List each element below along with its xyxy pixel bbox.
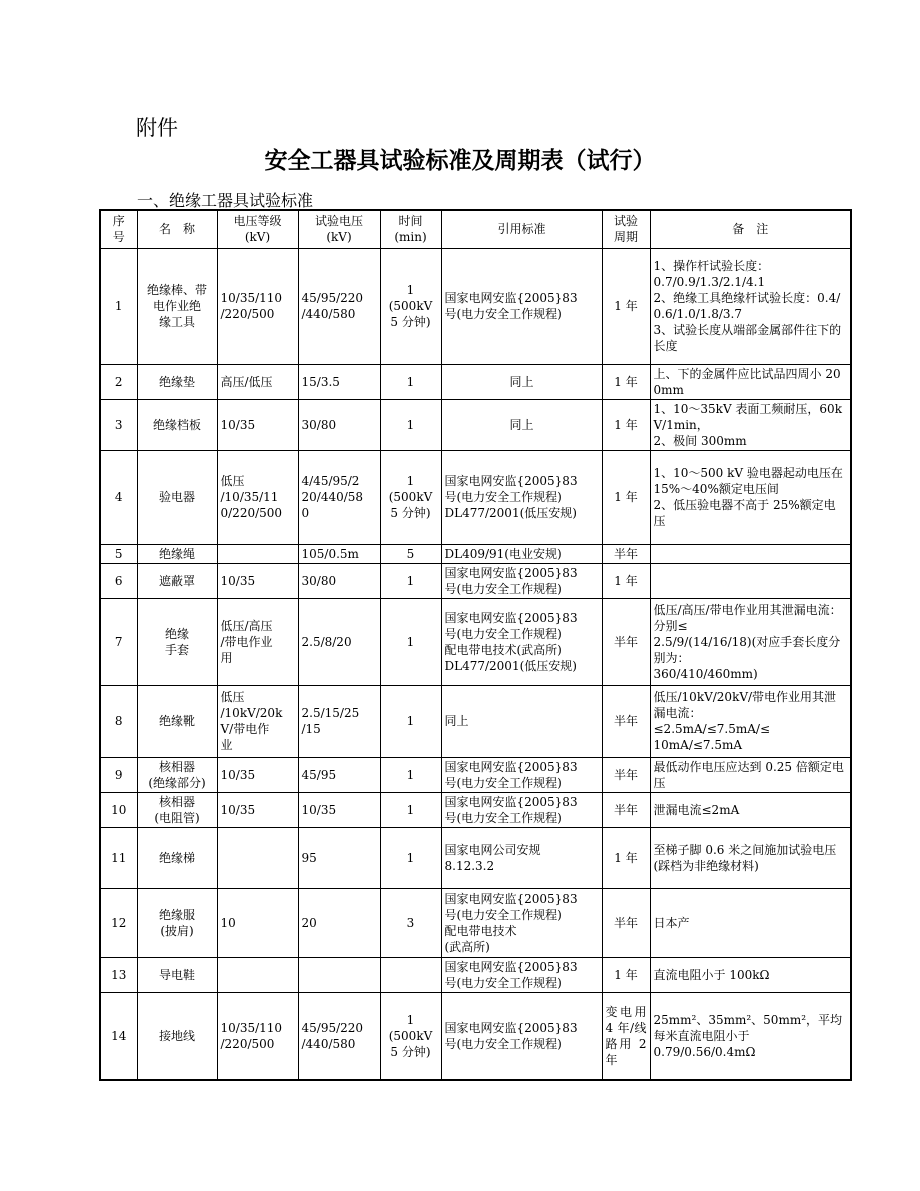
cell-line: 试验 bbox=[613, 214, 638, 229]
cell-line: 4/45/95/2 bbox=[301, 474, 360, 488]
cell-line: 1 bbox=[406, 1012, 415, 1027]
col-no-cell: 12 bbox=[100, 888, 137, 957]
cell-line: 时间 bbox=[398, 214, 423, 229]
col-period-cell bbox=[602, 450, 650, 544]
col-time-cell bbox=[380, 450, 441, 544]
cell-line: 半年 bbox=[613, 767, 638, 782]
col-note-cell bbox=[650, 563, 851, 598]
cell-line: 号 bbox=[112, 230, 125, 245]
col-period-cell bbox=[602, 248, 650, 364]
col-time-cell bbox=[380, 827, 441, 888]
col-standard-cell bbox=[441, 685, 602, 757]
table-row bbox=[100, 399, 851, 450]
cell-line: 1 bbox=[406, 714, 415, 728]
cell-line: 95 bbox=[301, 850, 317, 865]
cell-line: (绝缘部分) bbox=[148, 775, 206, 790]
col-name-cell bbox=[137, 888, 217, 957]
col-test-voltage-cell bbox=[298, 399, 380, 450]
col-no-cell: 1 bbox=[100, 248, 137, 364]
col-time-cell bbox=[380, 957, 441, 992]
cell-line: 试验电压 bbox=[314, 214, 363, 229]
col-standard-cell bbox=[441, 827, 602, 888]
table-header-row bbox=[100, 210, 851, 248]
cell-line: 国家电网安监{2005}83 bbox=[444, 891, 578, 906]
cell-line: 2、低压验电器不高于 25%额定电压 bbox=[653, 498, 836, 528]
cell-line: 变电用 4 年/线路用 2 年 bbox=[605, 1004, 647, 1067]
col-note-cell bbox=[650, 399, 851, 450]
cell-line: 1 bbox=[406, 573, 415, 588]
col-no-cell: 6 bbox=[100, 563, 137, 598]
cell-line: 日本产 bbox=[653, 915, 690, 930]
col-no-cell: 10 bbox=[100, 792, 137, 827]
cell-line: (武高所) bbox=[444, 939, 490, 954]
cell-line: 号(电力安全工作规程) bbox=[444, 307, 562, 321]
col-standard-cell bbox=[441, 992, 602, 1080]
cell-line: 1 bbox=[406, 417, 415, 432]
cell-line: 1 bbox=[406, 634, 415, 649]
cell-line: 序 bbox=[112, 214, 125, 229]
col-note-cell bbox=[650, 888, 851, 957]
cell-line: 20 bbox=[301, 915, 317, 930]
cell-line: 10/35/110 bbox=[220, 1020, 283, 1035]
table-row bbox=[100, 685, 851, 757]
table-row bbox=[100, 544, 851, 563]
cell-line: 10mA/≤7.5mA bbox=[653, 738, 743, 752]
cell-line: 低压 bbox=[220, 690, 245, 704]
cell-line: 周期 bbox=[613, 230, 638, 245]
cell-line: 15/3.5 bbox=[301, 374, 340, 389]
col-note-cell bbox=[650, 757, 851, 792]
cell-line: 号(电力安全工作规程) bbox=[444, 907, 562, 922]
table-row bbox=[100, 792, 851, 827]
cell-line: /220/500 bbox=[220, 1036, 275, 1051]
col-period-cell bbox=[602, 792, 650, 827]
header-col-voltage-level bbox=[217, 210, 298, 248]
col-period-cell bbox=[602, 364, 650, 399]
cell-line: 低压/高压/带电作业用其泄漏电流：分别≤ bbox=[653, 602, 842, 633]
cell-line: 10/35 bbox=[220, 767, 256, 782]
col-standard-cell bbox=[441, 888, 602, 957]
cell-line: (min) bbox=[394, 230, 427, 245]
cell-line: 至梯子脚 0.6 米之间施加试验电压(踩档为非绝缘材料) bbox=[653, 842, 837, 873]
col-test-voltage-cell bbox=[298, 544, 380, 563]
cell-line: 绝缘绳 bbox=[158, 546, 195, 561]
cell-line: 1 年 bbox=[614, 967, 638, 982]
cell-line: 绝缘服 bbox=[158, 907, 195, 922]
table-row bbox=[100, 598, 851, 685]
cell-line: 配电带电技术 bbox=[444, 923, 517, 938]
cell-line: 同上 bbox=[509, 374, 534, 389]
col-period-cell bbox=[602, 827, 650, 888]
cell-line: (500kV bbox=[388, 1028, 433, 1043]
cell-line: 引用标准 bbox=[497, 222, 546, 237]
cell-line: 号(电力安全工作规程) bbox=[444, 1036, 562, 1051]
cell-line: (电阻管) bbox=[154, 810, 200, 825]
col-name-cell bbox=[137, 792, 217, 827]
col-time-cell bbox=[380, 598, 441, 685]
col-name-cell bbox=[137, 598, 217, 685]
cell-line: 号(电力安全工作规程) bbox=[444, 810, 562, 825]
cell-line: /440/580 bbox=[301, 1036, 356, 1051]
cell-line: 绝缘靴 bbox=[158, 714, 195, 728]
cell-line: 绝缘梯 bbox=[158, 850, 195, 865]
cell-line: /220/500 bbox=[220, 307, 275, 321]
col-voltage-level-cell bbox=[217, 450, 298, 544]
cell-line: 半年 bbox=[613, 915, 638, 930]
cell-line: 上、下的金属件应比试品四周小 200mm bbox=[653, 366, 841, 397]
cell-line: /带电作业 bbox=[220, 634, 273, 649]
cell-line: 电压等级 bbox=[233, 214, 282, 229]
col-name-cell bbox=[137, 399, 217, 450]
cell-line: 半年 bbox=[613, 546, 638, 561]
cell-line: 国家电网安监{2005}83 bbox=[444, 959, 578, 974]
cell-line: 国家电网安监{2005}83 bbox=[444, 610, 578, 625]
cell-line: (500kV bbox=[388, 490, 433, 504]
cell-line: 10/35/110 bbox=[220, 291, 283, 305]
col-name-cell bbox=[137, 957, 217, 992]
cell-line: 45/95/220 bbox=[301, 291, 364, 305]
col-voltage-level-cell bbox=[217, 992, 298, 1080]
section-heading: 一、绝缘工器具试验标准 bbox=[137, 191, 314, 210]
cell-line: 低压 bbox=[220, 474, 245, 488]
cell-line: 3、试验长度从端部金属部件往下的长度 bbox=[653, 323, 842, 353]
col-note-cell bbox=[650, 957, 851, 992]
col-time-cell bbox=[380, 757, 441, 792]
table-row bbox=[100, 248, 851, 364]
cell-line: 3 bbox=[406, 915, 415, 930]
cell-line: 配电带电技术(武高所) bbox=[444, 642, 562, 657]
cell-line: 45/95 bbox=[301, 767, 337, 782]
cell-line: 绝缘档板 bbox=[152, 417, 201, 432]
header-col-no bbox=[100, 210, 137, 248]
cell-line: 备 注 bbox=[732, 222, 769, 237]
cell-line: 2、极间 300mm bbox=[653, 433, 747, 448]
cell-line: 1、操作杆试验长度： bbox=[653, 259, 770, 273]
cell-line: 1 bbox=[406, 283, 415, 297]
table-row bbox=[100, 450, 851, 544]
col-test-voltage-cell bbox=[298, 757, 380, 792]
cell-line: 5 分钟) bbox=[390, 506, 431, 520]
cell-line: 绝缘 bbox=[164, 626, 189, 641]
col-no-cell: 7 bbox=[100, 598, 137, 685]
col-voltage-level-cell bbox=[217, 364, 298, 399]
cell-line: 泄漏电流≤2mA bbox=[653, 802, 740, 817]
col-time-cell bbox=[380, 544, 441, 563]
col-voltage-level-cell bbox=[217, 827, 298, 888]
col-test-voltage-cell bbox=[298, 888, 380, 957]
cell-line: V/带电作 bbox=[220, 722, 270, 736]
table-row bbox=[100, 888, 851, 957]
col-name-cell bbox=[137, 827, 217, 888]
header-col-name bbox=[137, 210, 217, 248]
col-period-cell bbox=[602, 563, 650, 598]
col-standard-cell bbox=[441, 792, 602, 827]
col-no-cell: 9 bbox=[100, 757, 137, 792]
cell-line: 导电鞋 bbox=[158, 967, 195, 982]
cell-line: 2.5/15/25 bbox=[301, 706, 360, 720]
table-row bbox=[100, 364, 851, 399]
col-test-voltage-cell bbox=[298, 598, 380, 685]
col-test-voltage-cell bbox=[298, 792, 380, 827]
col-period-cell bbox=[602, 992, 650, 1080]
col-test-voltage-cell bbox=[298, 563, 380, 598]
col-no-cell: 13 bbox=[100, 957, 137, 992]
cell-line: 用 bbox=[220, 650, 233, 665]
table-body bbox=[100, 248, 851, 1080]
cell-line: 绝缘垫 bbox=[158, 374, 195, 389]
cell-line: 45/95/220 bbox=[301, 1020, 364, 1035]
cell-line: 5 分钟) bbox=[390, 315, 431, 329]
col-test-voltage-cell bbox=[298, 685, 380, 757]
cell-line: ≤2.5mA/≤7.5mA/≤ bbox=[653, 722, 771, 736]
col-test-voltage-cell bbox=[298, 827, 380, 888]
table-row bbox=[100, 957, 851, 992]
cell-line: 绝缘棒、带 bbox=[146, 283, 207, 297]
header-col-period bbox=[602, 210, 650, 248]
cell-line: 业 bbox=[220, 738, 233, 752]
col-no-cell: 2 bbox=[100, 364, 137, 399]
col-note-cell bbox=[650, 827, 851, 888]
cell-line: 国家电网公司安规 bbox=[444, 842, 541, 857]
cell-line: /10/35/11 bbox=[220, 490, 279, 504]
cell-line: 20/440/58 bbox=[301, 490, 364, 504]
cell-line: 10/35 bbox=[220, 802, 256, 817]
header-col-standard bbox=[441, 210, 602, 248]
cell-line: 号(电力安全工作规程) bbox=[444, 975, 562, 990]
col-time-cell bbox=[380, 792, 441, 827]
col-name-cell bbox=[137, 544, 217, 563]
cell-line: 国家电网安监{2005}83 bbox=[444, 794, 578, 809]
cell-line: 号(电力安全工作规程) bbox=[444, 490, 562, 504]
col-time-cell bbox=[380, 888, 441, 957]
col-standard-cell bbox=[441, 598, 602, 685]
cell-line: 同上 bbox=[509, 417, 534, 432]
col-period-cell bbox=[602, 399, 650, 450]
col-note-cell bbox=[650, 792, 851, 827]
cell-line: 1 年 bbox=[614, 573, 638, 588]
cell-line: 1 年 bbox=[614, 490, 638, 504]
cell-line: DL477/2001(低压安规) bbox=[444, 658, 577, 673]
col-time-cell bbox=[380, 364, 441, 399]
col-no-cell: 5 bbox=[100, 544, 137, 563]
col-voltage-level-cell bbox=[217, 888, 298, 957]
col-note-cell bbox=[650, 992, 851, 1080]
cell-line: DL409/91(电业安规) bbox=[444, 546, 562, 561]
cell-line: 同上 bbox=[444, 714, 469, 728]
col-period-cell bbox=[602, 544, 650, 563]
cell-line: 名 称 bbox=[158, 222, 195, 237]
cell-line: 5 分钟) bbox=[390, 1044, 431, 1059]
col-test-voltage-cell bbox=[298, 957, 380, 992]
cell-line: 国家电网安监{2005}83 bbox=[444, 565, 578, 580]
cell-line: 10/35 bbox=[220, 417, 256, 432]
col-test-voltage-cell bbox=[298, 364, 380, 399]
col-time-cell bbox=[380, 685, 441, 757]
cell-line: 核相器 bbox=[158, 759, 195, 774]
cell-line: 缘工具 bbox=[158, 315, 195, 329]
col-name-cell bbox=[137, 992, 217, 1080]
col-note-cell bbox=[650, 364, 851, 399]
col-no-cell: 4 bbox=[100, 450, 137, 544]
cell-line: 最低动作电压应达到 0.25 倍额定电压 bbox=[653, 759, 844, 790]
col-note-cell bbox=[650, 450, 851, 544]
col-voltage-level-cell bbox=[217, 957, 298, 992]
cell-line: 0.79/0.56/0.4mΩ bbox=[653, 1044, 756, 1059]
cell-line: 360/410/460mm) bbox=[653, 666, 758, 681]
col-name-cell bbox=[137, 364, 217, 399]
col-no-cell: 3 bbox=[100, 399, 137, 450]
col-period-cell bbox=[602, 957, 650, 992]
cell-line: (披肩) bbox=[160, 923, 194, 938]
cell-line: 验电器 bbox=[158, 490, 195, 504]
attachment-label: 附件 bbox=[136, 116, 178, 140]
col-period-cell bbox=[602, 888, 650, 957]
cell-line: 号(电力安全工作规程) bbox=[444, 775, 562, 790]
col-note-cell bbox=[650, 685, 851, 757]
col-voltage-level-cell bbox=[217, 544, 298, 563]
cell-line: 25mm²、35mm²、50mm²，平均每米直流电阻小于 bbox=[653, 1012, 843, 1043]
cell-line: 0/220/500 bbox=[220, 506, 283, 520]
cell-line: 10/35 bbox=[301, 802, 337, 817]
cell-line: 2、绝缘工具绝缘杆试验长度：0.4/0.6/1.0/1.8/3.7 bbox=[653, 291, 841, 321]
cell-line: 电作业绝 bbox=[152, 299, 201, 313]
cell-line: 1 bbox=[406, 802, 415, 817]
cell-line: 0.7/0.9/1.3/2.1/4.1 bbox=[653, 275, 766, 289]
cell-line: 半年 bbox=[613, 802, 638, 817]
cell-line: 低压/高压 bbox=[220, 618, 273, 633]
cell-line: 1 年 bbox=[614, 299, 638, 313]
col-time-cell bbox=[380, 992, 441, 1080]
col-no-cell: 8 bbox=[100, 685, 137, 757]
col-standard-cell bbox=[441, 957, 602, 992]
table-row bbox=[100, 563, 851, 598]
cell-line: 直流电阻小于 100kΩ bbox=[653, 967, 770, 982]
cell-line: 1、10～35kV 表面工频耐压，60kV/1min， bbox=[653, 401, 842, 432]
col-time-cell bbox=[380, 248, 441, 364]
cell-line: 国家电网安监{2005}83 bbox=[444, 474, 578, 488]
cell-line: DL477/2001(低压安规) bbox=[444, 506, 577, 520]
cell-line: 1 年 bbox=[614, 417, 638, 432]
col-voltage-level-cell bbox=[217, 685, 298, 757]
col-voltage-level-cell bbox=[217, 757, 298, 792]
cell-line: 手套 bbox=[164, 642, 189, 657]
cell-line: 遮蔽罩 bbox=[158, 573, 195, 588]
cell-line: 1 bbox=[406, 850, 415, 865]
cell-line: 1 bbox=[406, 374, 415, 389]
header-col-note bbox=[650, 210, 851, 248]
col-standard-cell bbox=[441, 450, 602, 544]
cell-line: 5 bbox=[406, 546, 415, 561]
cell-line: 30/80 bbox=[301, 573, 337, 588]
col-voltage-level-cell bbox=[217, 399, 298, 450]
col-name-cell bbox=[137, 563, 217, 598]
col-note-cell bbox=[650, 248, 851, 364]
cell-line: 1、10～500 kV 验电器起动电压在 15%～40%额定电压间 bbox=[653, 466, 843, 496]
col-note-cell bbox=[650, 598, 851, 685]
cell-line: 半年 bbox=[613, 714, 638, 728]
cell-line: (500kV bbox=[388, 299, 433, 313]
col-time-cell bbox=[380, 399, 441, 450]
header-col-test-voltage bbox=[298, 210, 380, 248]
cell-line: /15 bbox=[301, 722, 321, 736]
col-period-cell bbox=[602, 598, 650, 685]
col-voltage-level-cell bbox=[217, 598, 298, 685]
document-title: 安全工器具试验标准及周期表（试行） bbox=[264, 148, 656, 174]
cell-line: /10kV/20k bbox=[220, 706, 283, 720]
table-row bbox=[100, 992, 851, 1080]
cell-line: 接地线 bbox=[158, 1028, 195, 1043]
col-period-cell bbox=[602, 757, 650, 792]
cell-line: 号(电力安全工作规程) bbox=[444, 626, 562, 641]
col-standard-cell bbox=[441, 757, 602, 792]
col-name-cell bbox=[137, 685, 217, 757]
col-name-cell bbox=[137, 248, 217, 364]
table-row bbox=[100, 757, 851, 792]
col-name-cell bbox=[137, 757, 217, 792]
cell-line: 核相器 bbox=[158, 794, 195, 809]
col-standard-cell bbox=[441, 248, 602, 364]
cell-line: 高压/低压 bbox=[220, 374, 273, 389]
cell-line: 国家电网安监{2005}83 bbox=[444, 759, 578, 774]
cell-line: 0 bbox=[301, 506, 310, 520]
cell-line: 1 年 bbox=[614, 374, 638, 389]
test-standard-table bbox=[99, 209, 852, 1081]
col-voltage-level-cell bbox=[217, 248, 298, 364]
cell-line: (kV) bbox=[244, 230, 271, 245]
cell-line: 10/35 bbox=[220, 573, 256, 588]
cell-line: 低压/10kV/20kV/带电作业用其泄漏电流： bbox=[653, 690, 837, 720]
table-row bbox=[100, 827, 851, 888]
col-standard-cell bbox=[441, 364, 602, 399]
cell-line: 2.5/9/(14/16/18)(对应手套长度分别为： bbox=[653, 634, 841, 665]
col-no-cell: 14 bbox=[100, 992, 137, 1080]
col-standard-cell bbox=[441, 544, 602, 563]
cell-line: 国家电网安监{2005}83 bbox=[444, 291, 578, 305]
col-note-cell bbox=[650, 544, 851, 563]
col-test-voltage-cell bbox=[298, 992, 380, 1080]
cell-line: 30/80 bbox=[301, 417, 337, 432]
col-voltage-level-cell bbox=[217, 563, 298, 598]
header-col-time bbox=[380, 210, 441, 248]
col-period-cell bbox=[602, 685, 650, 757]
col-no-cell: 11 bbox=[100, 827, 137, 888]
cell-line: 1 bbox=[406, 474, 415, 488]
col-standard-cell bbox=[441, 563, 602, 598]
cell-line: (kV) bbox=[326, 230, 352, 245]
col-test-voltage-cell bbox=[298, 450, 380, 544]
cell-line: 国家电网安监{2005}83 bbox=[444, 1020, 578, 1035]
cell-line: 105/0.5m bbox=[301, 546, 359, 561]
cell-line: 1 年 bbox=[614, 850, 638, 865]
col-name-cell bbox=[137, 450, 217, 544]
col-voltage-level-cell bbox=[217, 792, 298, 827]
cell-line: /440/580 bbox=[301, 307, 356, 321]
cell-line: 2.5/8/20 bbox=[301, 634, 352, 649]
col-test-voltage-cell bbox=[298, 248, 380, 364]
cell-line: 半年 bbox=[613, 634, 638, 649]
cell-line: 10 bbox=[220, 915, 236, 930]
cell-line: 8.12.3.2 bbox=[444, 858, 495, 873]
col-time-cell bbox=[380, 563, 441, 598]
cell-line: 号(电力安全工作规程) bbox=[444, 581, 562, 596]
cell-line: 1 bbox=[406, 767, 415, 782]
col-standard-cell bbox=[441, 399, 602, 450]
